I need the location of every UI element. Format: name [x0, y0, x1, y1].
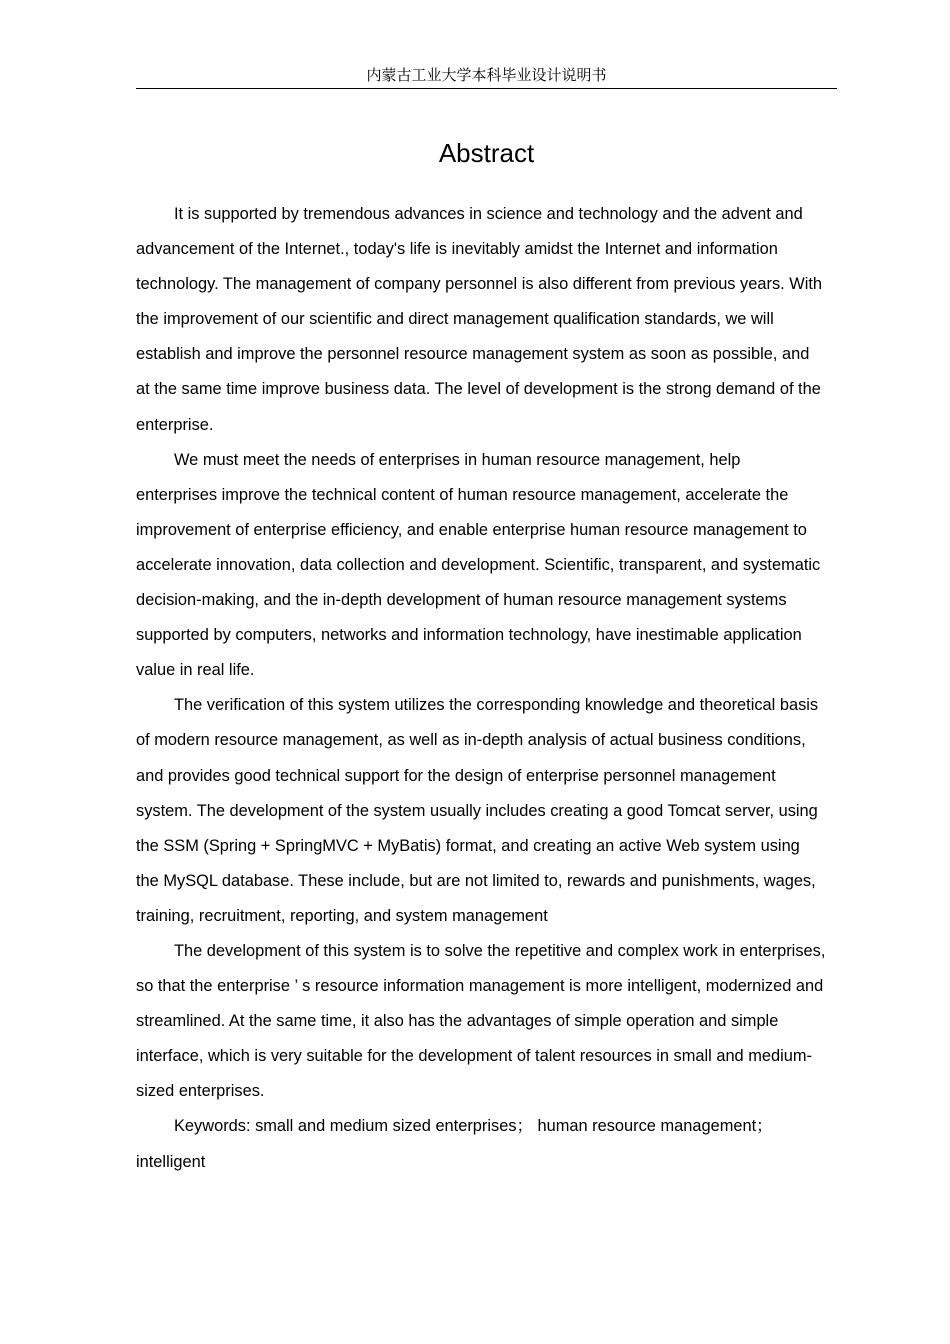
abstract-paragraph-4: The development of this system is to solve the repetitive and complex work in enterprises, so that the enterprise ’ s resource information management is more intelligent, modernized and streamlined. At the same time, it also has the advantages of simple operation and simple interface, which is very suitable for the development of talent resources in small and medium-sized enterprises.: [136, 941, 826, 1101]
abstract-paragraph-3: The verification of this system utilizes the corresponding knowledge and theoretical basis of modern resource management, as well as in-depth analysis of actual business conditions, and provides good technical support for the design of enterprise personnel management system. The development of the system usually includes creating a good Tomcat server, using the SSM (Spring + SpringMVC + MyBatis) format, and creating an active Web system using the MySQL database. These include, but are not limited to, rewards and punishments, wages, training, recruitment, reporting, and system management: [136, 696, 819, 925]
page-header: 内蒙古工业大学本科毕业设计说明书: [136, 64, 837, 89]
abstract-paragraph-1: It is supported by tremendous advances in science and technology and the advent and advancement of the Internet., today's life is inevitably amidst the Internet and information technology. The management of company personnel is also different from previous years. With the improvement of our scientific and direct management qualification standards, we will establish and improve the personnel resource management system as soon as possible, and at the same time improve business data. The level of development is the strong demand of the enterprise.: [136, 205, 823, 434]
abstract-body: [136, 197, 826, 1180]
abstract-paragraph-2: We must meet the needs of enterprises in human resource management, help enterprises improve the technical content of human resource management, accelerate the improvement of enterprise efficiency, and enable enterprise human resource management to accelerate innovation, data collection and development. Scientific, transparent, and systematic decision-making, and the in-depth development of human resource management systems supported by computers, networks and information technology, have inestimable application value in real life.: [136, 450, 821, 680]
abstract-title: Abstract: [438, 138, 535, 168]
keywords-line: Keywords: small and medium sized enterprises； human resource management；intelligent: [136, 1117, 773, 1171]
